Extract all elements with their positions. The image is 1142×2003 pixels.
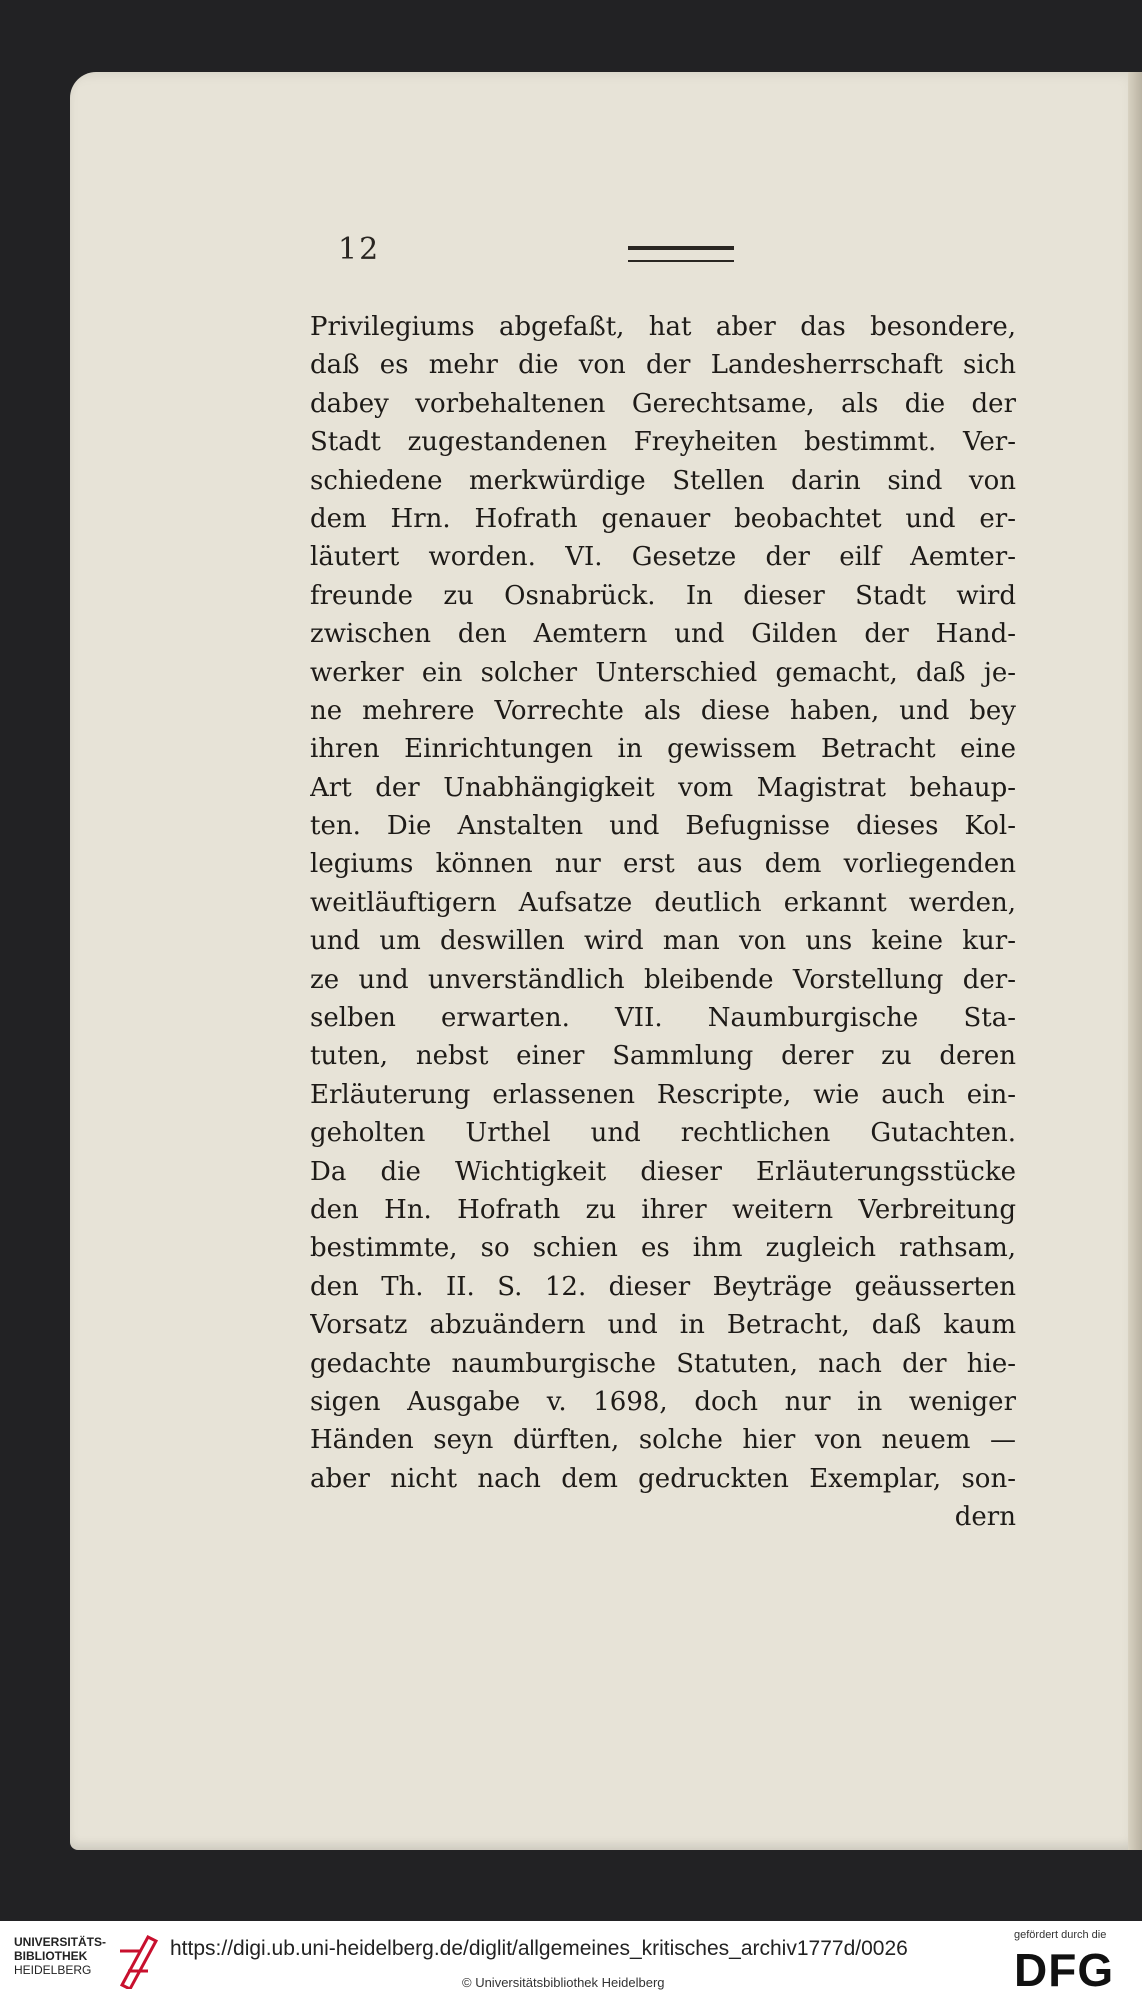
text-line: Erläuterung erlassenen Rescripte, wie auch ein- [310, 1079, 1016, 1110]
library-name-line: BIBLIOTHEK [14, 1949, 88, 1963]
header-ornament-rule [628, 246, 734, 262]
text-line: daß es mehr die von der Landesherrschaft sich [310, 350, 1016, 381]
permalink-url[interactable]: https://digi.ub.uni-heidelberg.de/diglit/allgemeines_kritisches_archiv1777d/0026 [170, 1937, 908, 1960]
text-line: gedachte naumburgische Statuten, nach der hie- [310, 1348, 1016, 1379]
text-line: tuten, nebst einer Sammlung derer zu deren [310, 1041, 1016, 1072]
text-line: ten. Die Anstalten und Befugnisse dieses Kol- [310, 811, 1016, 842]
text-line: Privilegiums abgefaßt, hat aber das besondere, [310, 312, 1016, 342]
text-line: ihren Einrichtungen in gewissem Betracht eine [310, 734, 1016, 765]
text-line: den Hn. Hofrath zu ihrer weitern Verbreitung [310, 1194, 1016, 1225]
text-line: sigen Ausgabe v. 1698, doch nur in weniger [310, 1386, 1016, 1417]
text-line: Da die Wichtigkeit dieser Erläuterungsstücke [310, 1156, 1016, 1187]
text-line: Vorsatz abzuändern und in Betracht, daß kaum [310, 1310, 1016, 1341]
heidelberg-library-logo-icon[interactable] [118, 1931, 160, 1989]
catchword: dern [954, 1502, 1016, 1533]
library-name[interactable] [14, 1935, 118, 1977]
page-text [310, 308, 1016, 1537]
text-line: zwischen den Aemtern und Gilden der Hand- [310, 619, 1016, 650]
text-line: schiedene merkwürdige Stellen darin sind von [310, 465, 1016, 496]
text-line: weitläuftigern Aufsatze deutlich erkannt werden, [310, 887, 1016, 918]
text-line: geholten Urthel und rechtlichen Gutachten. [310, 1118, 1016, 1149]
text-line: legiums können nur erst aus dem vorliegenden [310, 849, 1016, 880]
library-name-line: UNIVERSITÄTS- [14, 1935, 107, 1949]
dfg-logo[interactable]: DFG [1014, 1944, 1115, 1996]
text-line: bestimmte, so schien es ihm zugleich rathsam, [310, 1233, 1016, 1264]
text-line: und um deswillen wird man von uns keine kur- [310, 926, 1016, 957]
text-line: Händen seyn dürften, solche hier von neuem — [310, 1425, 1016, 1456]
page-edge [1128, 72, 1142, 1850]
text-line: läutert worden. VI. Gesetze der eilf Aemter- [310, 542, 1016, 573]
text-line: dem Hrn. Hofrath genauer beobachtet und er- [310, 503, 1016, 534]
text-line: Art der Unabhängigkeit vom Magistrat behaup- [310, 772, 1016, 803]
text-line: ze und unverständlich bleibende Vorstellung der- [310, 964, 1016, 995]
text-line: den Th. II. S. 12. dieser Beyträge geäusserten [310, 1271, 1016, 1302]
text-line: dabey vorbehaltenen Gerechtsame, als die der [310, 388, 1016, 419]
text-line: freunde zu Osnabrück. In dieser Stadt wird [310, 580, 1016, 611]
copyright-notice: © Universitätsbibliothek Heidelberg [462, 1975, 665, 1990]
library-name-line: HEIDELBERG [14, 1963, 92, 1977]
text-line: werker ein solcher Unterschied gemacht, daß je- [310, 657, 1016, 688]
text-line: Stadt zugestandenen Freyheiten bestimmt. Ver- [310, 427, 1016, 458]
text-line: ne mehrere Vorrechte als diese haben, und bey [310, 695, 1016, 726]
page-number: 12 [338, 232, 381, 267]
text-line: selben erwarten. VII. Naumburgische Sta- [310, 1003, 1016, 1034]
funding-note: gefördert durch die [1014, 1929, 1107, 1941]
text-line: aber nicht nach dem gedruckten Exemplar, son- [310, 1463, 1016, 1494]
footer-bar [0, 1921, 1142, 2003]
